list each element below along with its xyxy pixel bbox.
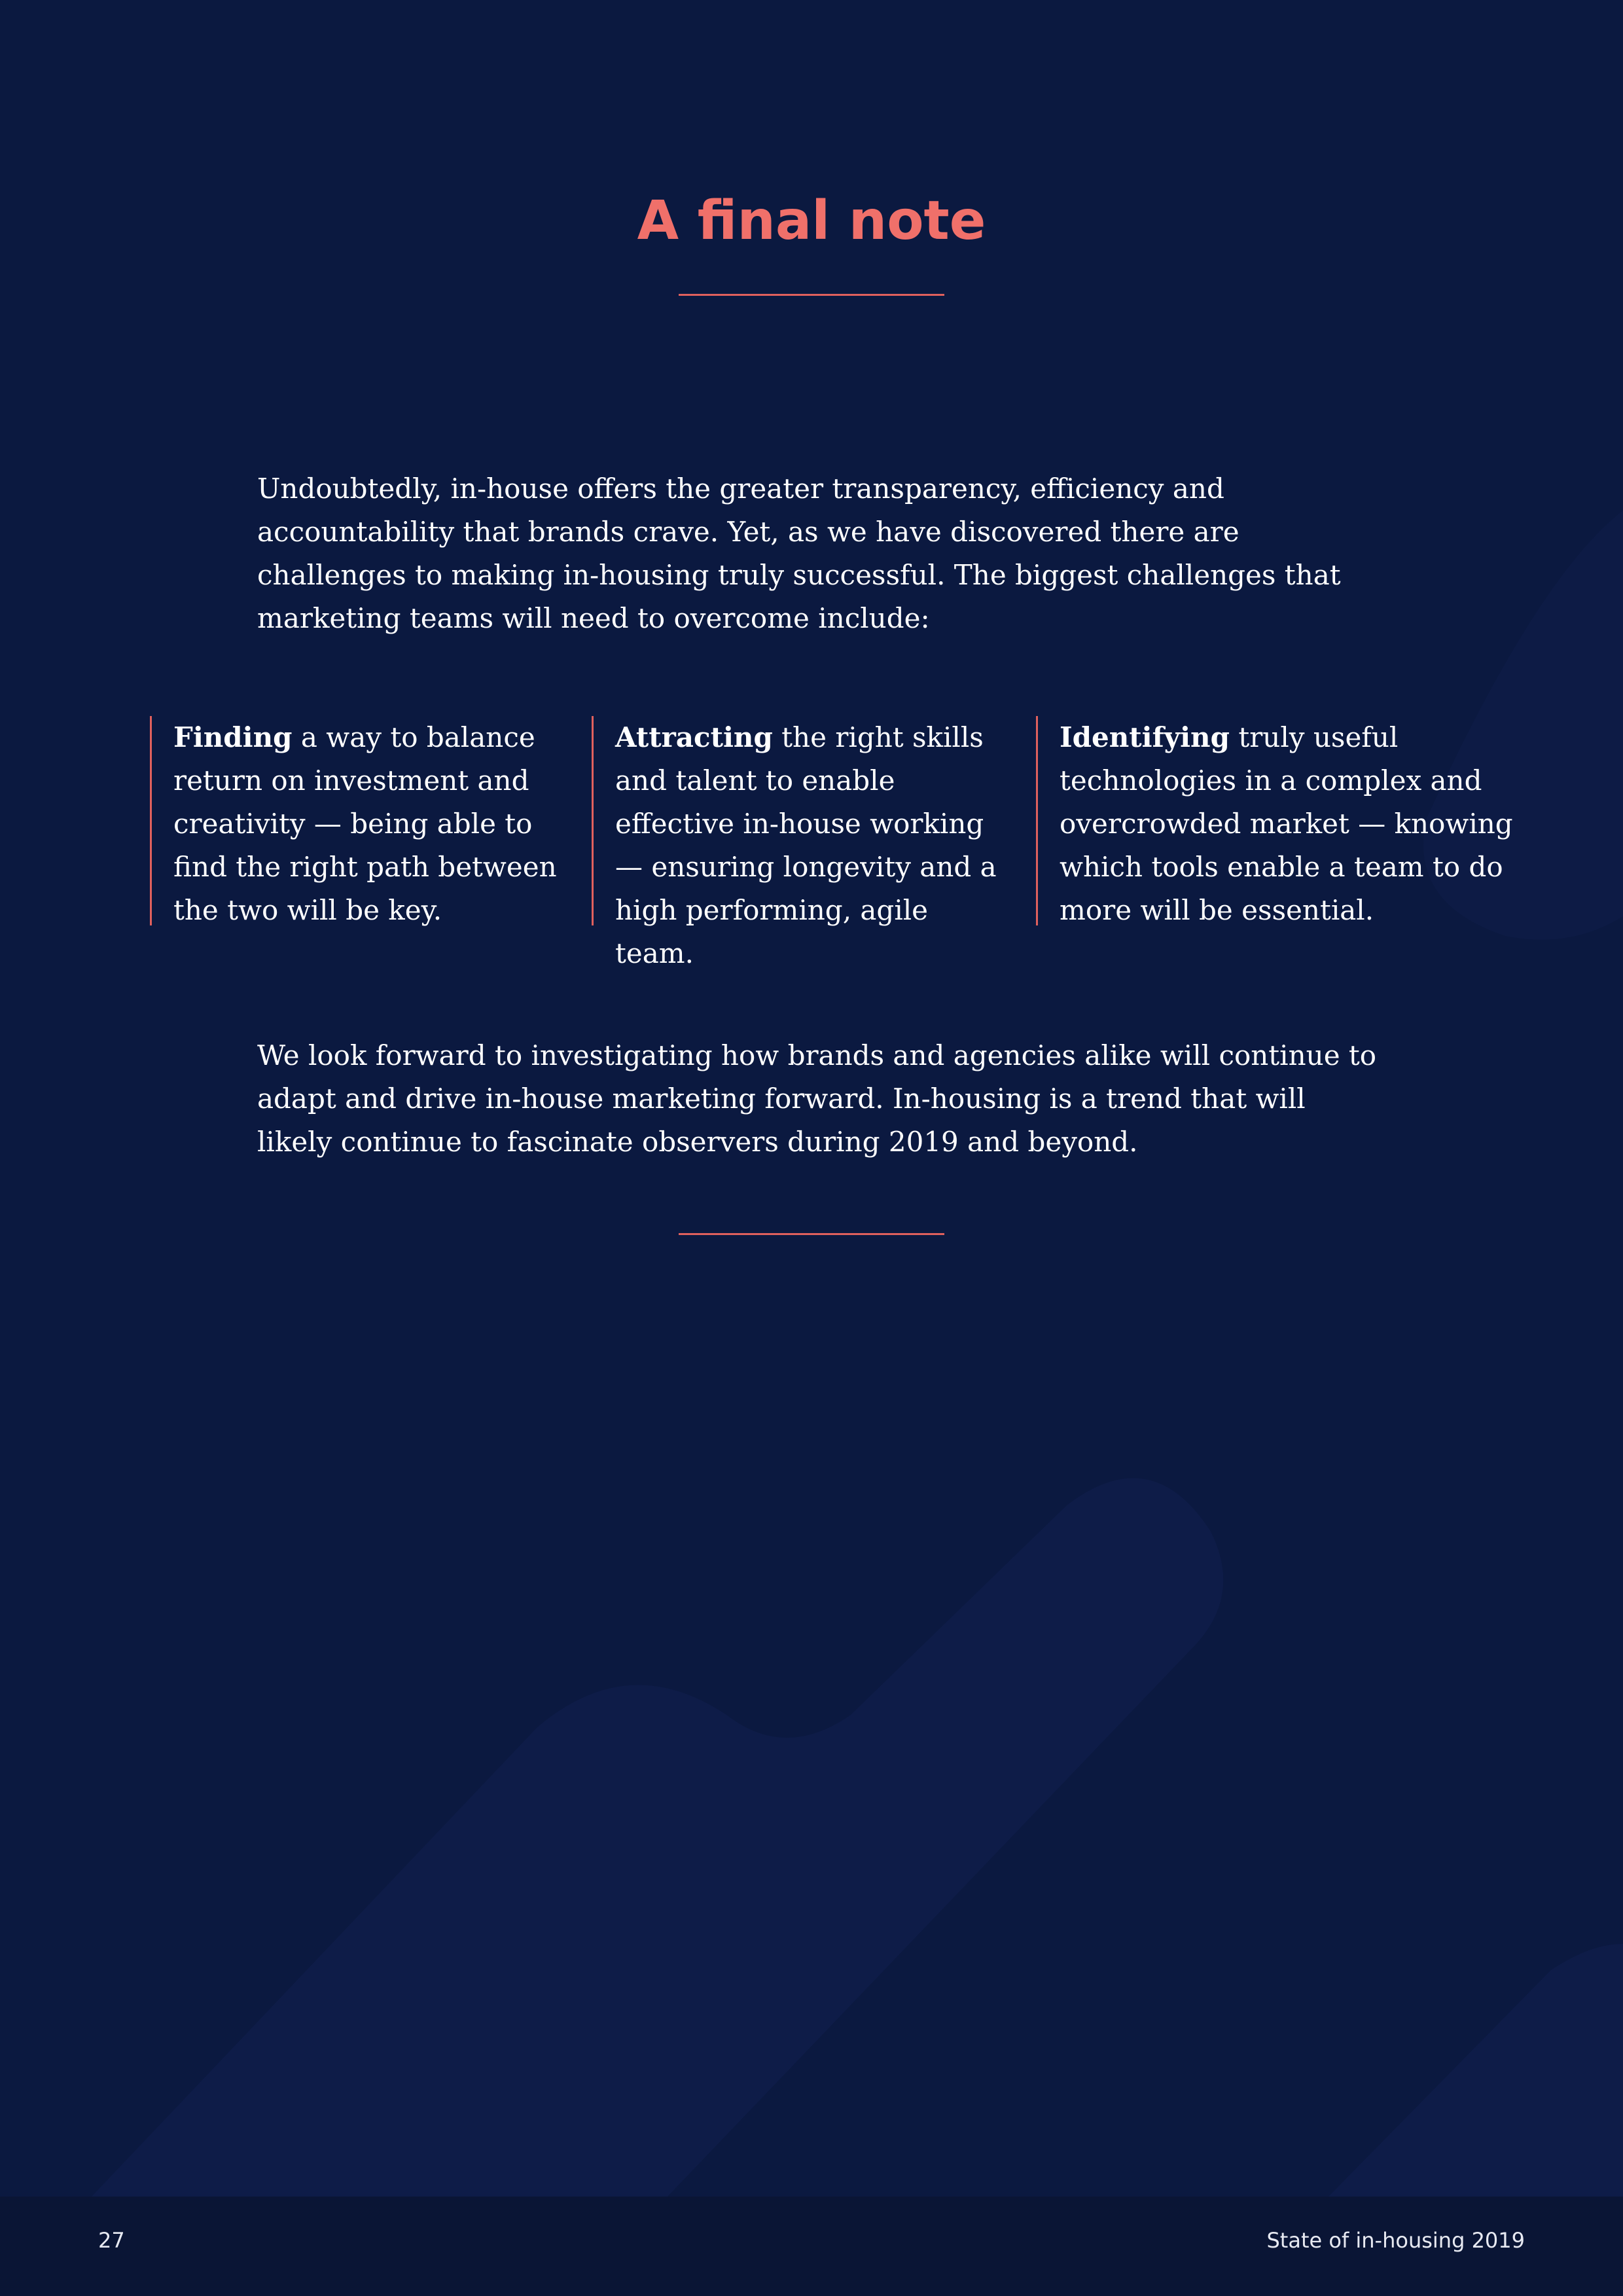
intro-paragraph: Undoubtedly, in-house offers the greater transparency, efficiency and accountability that brands crave. Yet, as we have discovered there are challenges to making in-housing truly successful. The biggest challenges that marketing teams will need to overcome include: bbox=[257, 473, 1341, 634]
challenge-text: the right skills and talent to enable effective in-house working — ensuring longevity and a high performing, agile team. bbox=[615, 721, 997, 969]
challenge-column-identifying bbox=[1036, 716, 1520, 925]
page-number: 27 bbox=[98, 2228, 125, 2253]
background-corner-shape bbox=[1329, 1944, 1623, 2197]
challenge-lead: Identifying bbox=[1060, 721, 1230, 753]
challenge-column-attracting bbox=[592, 716, 1010, 969]
document-title: State of in-housing 2019 bbox=[1266, 2228, 1525, 2253]
closing-divider bbox=[679, 1233, 944, 1235]
challenge-column-finding bbox=[150, 716, 569, 925]
background-diagonal-shape bbox=[92, 1478, 1223, 2197]
challenge-text: truly useful technologies in a complex and overcrowded market — knowing which tools enable a team to do more will be essential. bbox=[1060, 721, 1513, 926]
page-title: A final note bbox=[637, 190, 986, 252]
challenge-text: a way to balance return on investment and creativity — being able to find the right path between the two will be key. bbox=[173, 721, 557, 926]
challenge-lead: Attracting bbox=[615, 721, 773, 753]
closing-paragraph: We look forward to investigating how brands and agencies alike will continue to adapt and drive in-house marketing forward. In-housing is a trend that will likely continue to fascinate observers during 2019 and beyond. bbox=[257, 1039, 1377, 1158]
title-divider bbox=[679, 294, 944, 296]
challenge-lead: Finding bbox=[173, 721, 293, 753]
